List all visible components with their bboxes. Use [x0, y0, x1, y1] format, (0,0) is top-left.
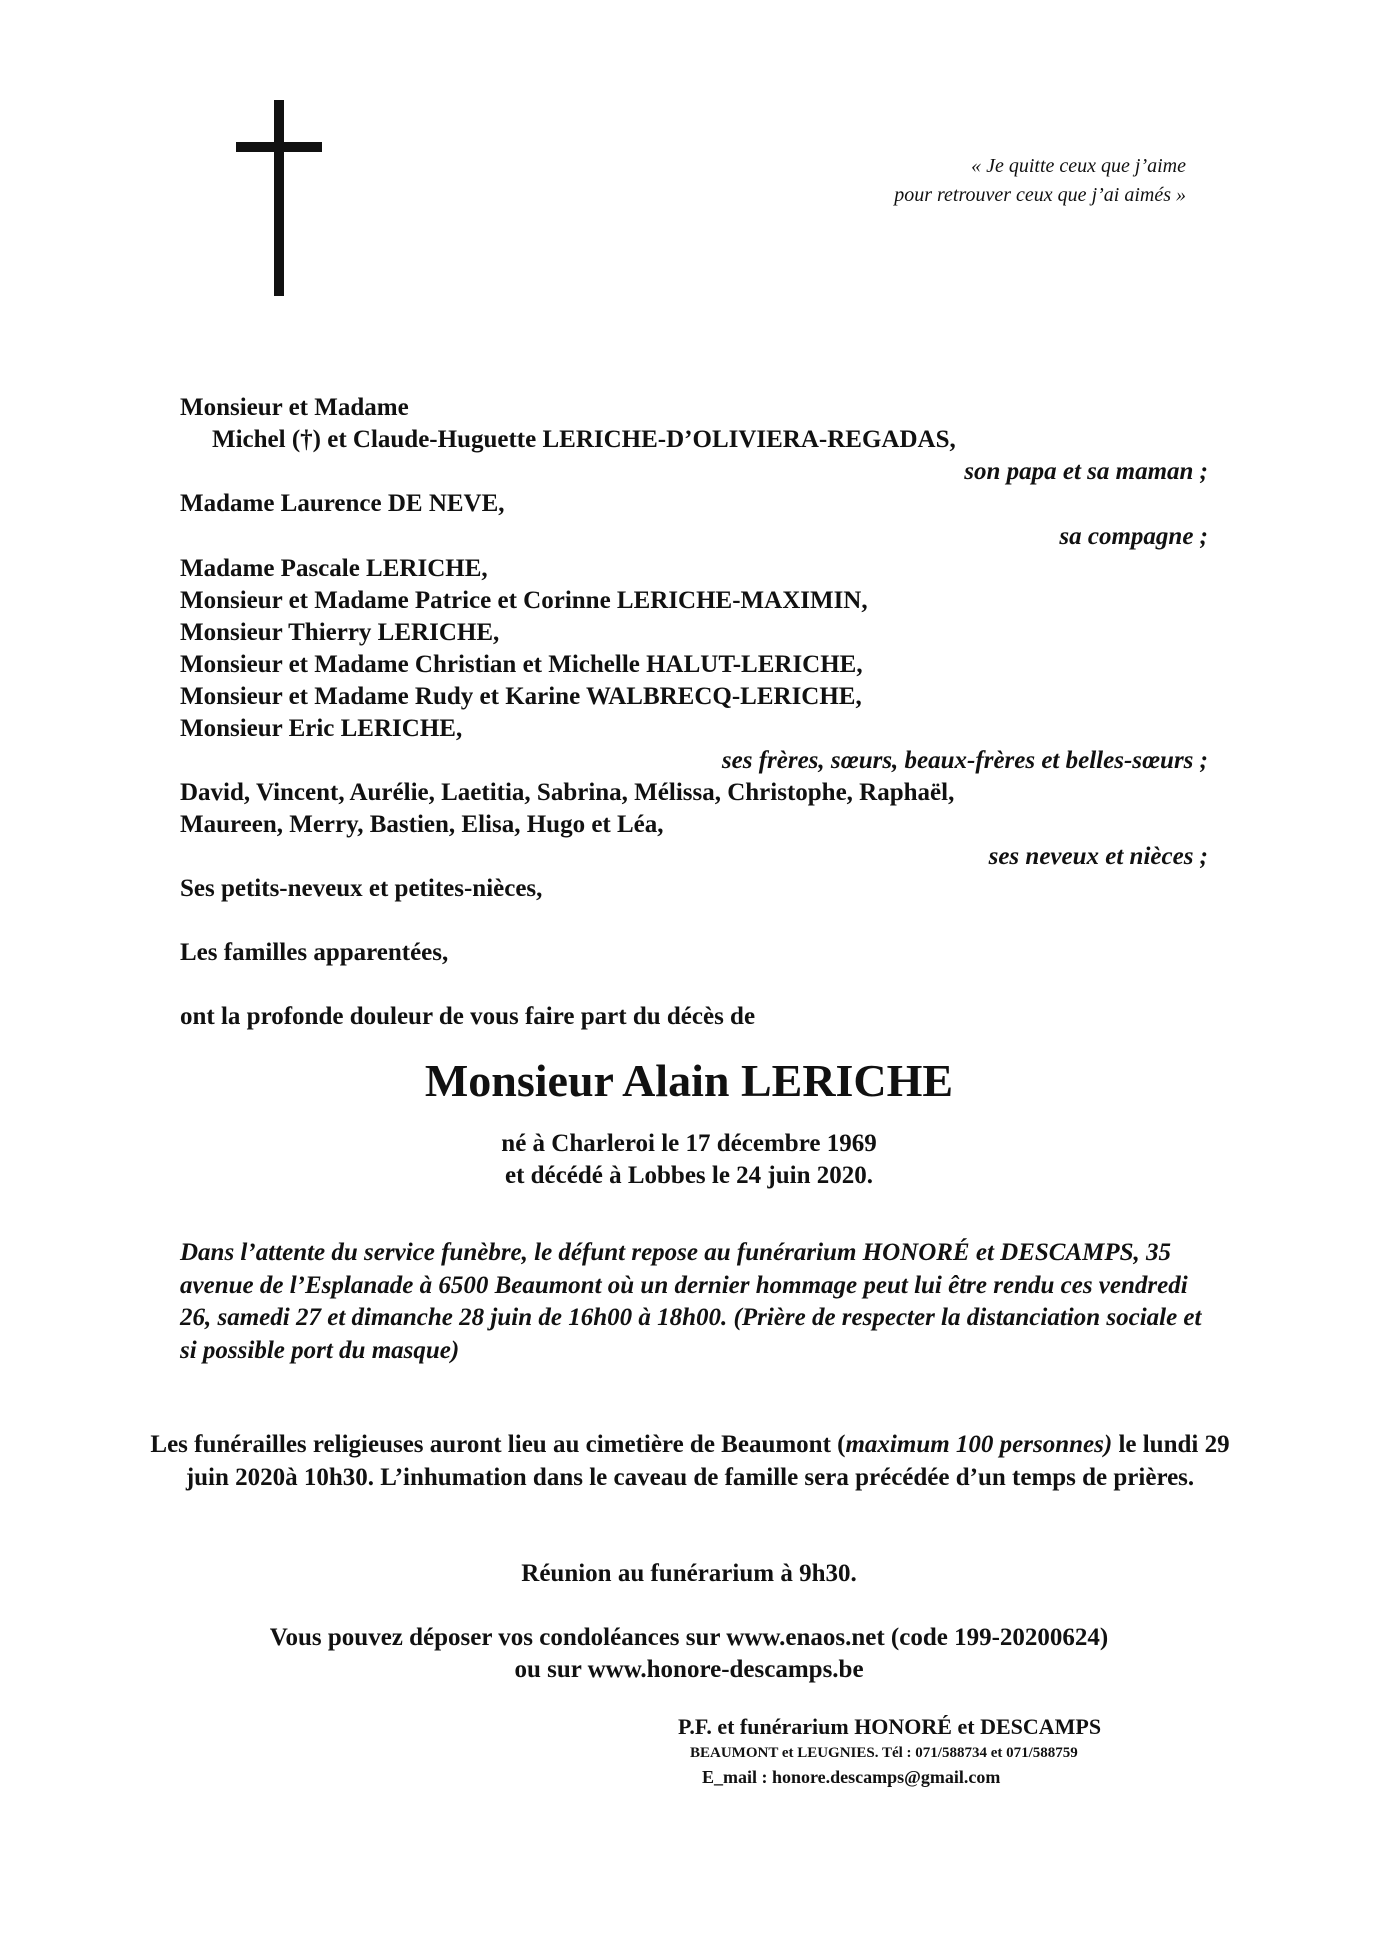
- footer-company: P.F. et funérarium HONORÉ et DESCAMPS: [678, 1714, 1102, 1739]
- deceased-name: Monsieur Alain LERICHE: [424, 1055, 954, 1106]
- sibling-line: Monsieur et Madame Christian et Michelle HALUT-LERICHE,: [180, 651, 863, 678]
- partner-relation: sa compagne ;: [1059, 523, 1208, 550]
- epigraph-line-2: pour retrouver ceux que j’ai aimés »: [894, 184, 1186, 206]
- funeral-text-1: Les funérailles religieuses auront lieu au cimetière de Beaumont (: [150, 1431, 846, 1458]
- viewing-paragraph: Dans l’attente du service funèbre, le défunt repose au funérarium HONORÉ et DESCAMPS, 35 avenue de l’Esplanade à 6500 Beaumont où un dernier hommage peut lui être rendu ces vendredi 26, samedi 27 et dimanche 28 juin de 16h00 à 18h00. (Prière de respecter la distanciation sociale et si possible port du masque): [180, 1239, 1202, 1364]
- sibling-line: Monsieur Eric LERICHE,: [180, 715, 463, 742]
- parents-relation: son papa et sa maman ;: [964, 458, 1208, 485]
- partner-line: Madame Laurence DE NEVE,: [180, 490, 505, 517]
- parents-line-2: Michel (†) et Claude-Huguette LERICHE-D’OLIVIERA-REGADAS,: [212, 426, 956, 453]
- grandnephews-line: Ses petits-neveux et petites-nièces,: [180, 875, 543, 902]
- families-line: Les familles apparentées,: [180, 939, 449, 966]
- condolences-line-2: ou sur www.honore-descamps.be: [514, 1656, 864, 1683]
- cross-icon: [236, 100, 322, 296]
- nephews-line-1: David, Vincent, Aurélie, Laetitia, Sabrina, Mélissa, Christophe, Raphaël,: [180, 779, 955, 806]
- sibling-line: Monsieur Thierry LERICHE,: [180, 619, 500, 646]
- nephews-line-2: Maureen, Merry, Bastien, Elisa, Hugo et Léa,: [180, 811, 664, 838]
- sibling-line: Madame Pascale LERICHE,: [180, 555, 488, 582]
- epigraph-quote: [894, 152, 1186, 210]
- death-line: et décédé à Lobbes le 24 juin 2020.: [504, 1162, 874, 1189]
- parents-line-1: Monsieur et Madame: [180, 394, 409, 421]
- sibling-line: Monsieur et Madame Rudy et Karine WALBRECQ-LERICHE,: [180, 683, 862, 710]
- footer-email: E_mail : honore.descamps@gmail.com: [702, 1767, 1001, 1787]
- condolences-line-1: Vous pouvez déposer vos condoléances sur www.enaos.net (code 199-20200624): [269, 1624, 1109, 1651]
- funeral-paragraph: [150, 1429, 1230, 1494]
- sibling-line: Monsieur et Madame Patrice et Corinne LERICHE-MAXIMIN,: [180, 587, 868, 614]
- birth-line: né à Charleroi le 17 décembre 1969: [501, 1130, 877, 1157]
- epigraph-line-1: « Je quitte ceux que j’aime: [971, 155, 1186, 177]
- funeral-text-2: le lundi 29 juin 2020à 10h30. L’inhumation dans le caveau de famille sera précédée d’un temps de prières.: [185, 1431, 1230, 1491]
- footer-contact: BEAUMONT et LEUGNIES. Tél : 071/588734 et 071/588759: [690, 1745, 1078, 1761]
- announcement-line: ont la profonde douleur de vous faire part du décès de: [180, 1003, 756, 1030]
- nephews-relation: ses neveux et nièces ;: [988, 843, 1208, 870]
- funeral-capacity: maximum 100 personnes): [845, 1431, 1113, 1458]
- siblings-relation: ses frères, sœurs, beaux-frères et belles-sœurs ;: [721, 747, 1208, 774]
- meeting-line: Réunion au funérarium à 9h30.: [521, 1560, 857, 1587]
